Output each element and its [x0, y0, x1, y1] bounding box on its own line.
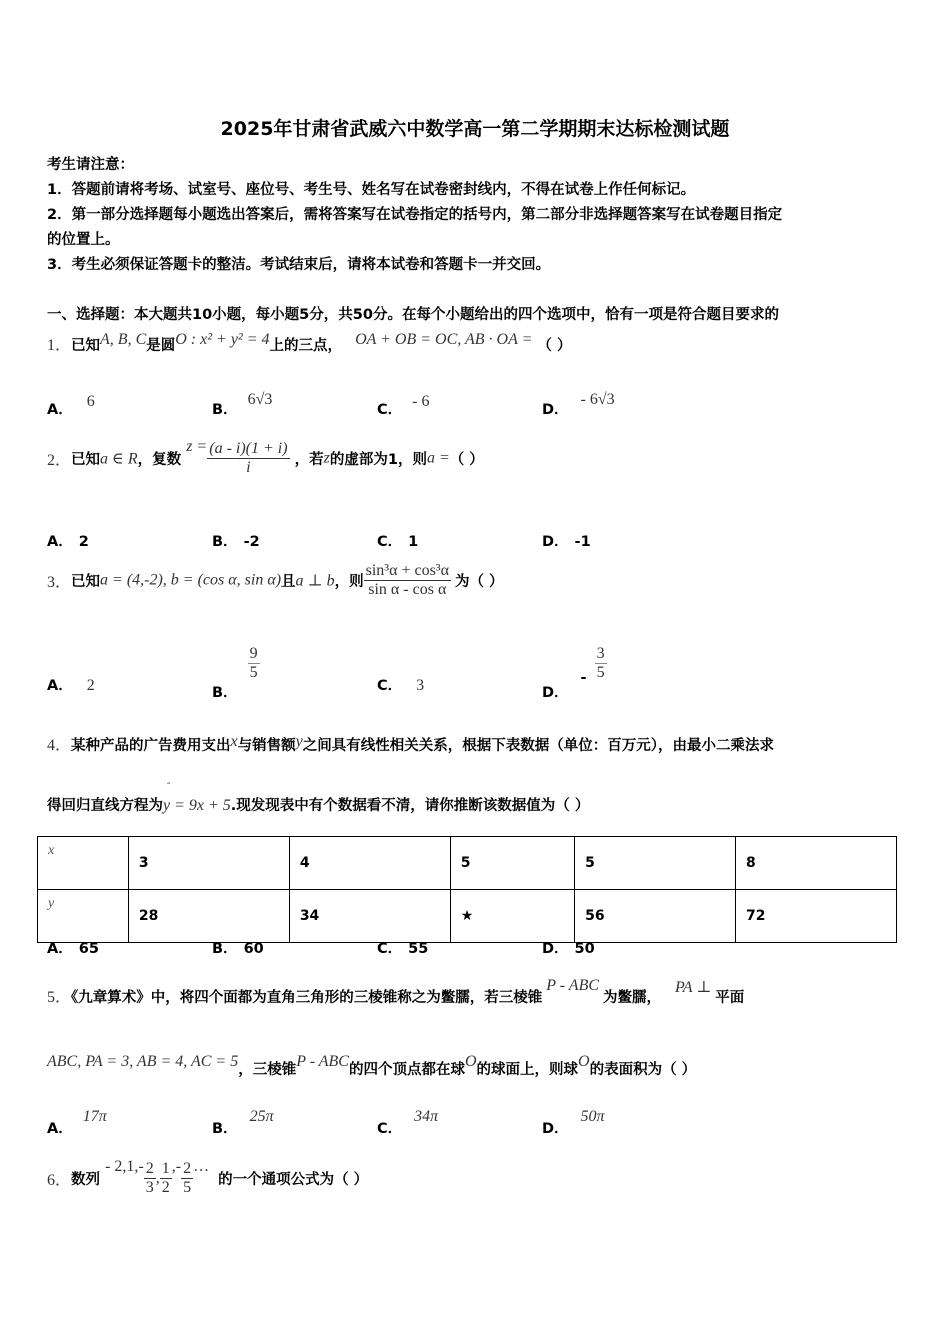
table-cell: 34 [289, 890, 450, 943]
notice-item: 3．考生必须保证答题卡的整洁。考试结束后，请将本试卷和答题卡一并交回。 [47, 257, 551, 273]
option-c[interactable]: C． 3 [377, 677, 425, 694]
question-4: 4．某种产品的广告费用支出x与销售额y之间具有线性相关关系，根据下表数据（单位：百万元），由最小二乘法求 [47, 733, 774, 754]
table-row [38, 890, 897, 943]
notice-item: 的位置上。 [47, 232, 120, 248]
option-a[interactable]: A． 65 [47, 941, 99, 957]
option-c[interactable]: C． - 6 [377, 393, 430, 418]
page-title: 2025年甘肃省武威六中数学高一第二学期期末达标检测试题 [220, 118, 730, 140]
option-d[interactable]: D． -1 [542, 534, 591, 550]
option-b[interactable]: B．25π [212, 1108, 274, 1137]
option-d[interactable]: D． 50 [542, 941, 595, 957]
question-3: 3．已知a = (4,-2), b = (cos α, sin α)且a ⊥ b，则 $\frac{\text{sin³α + cos³α}}{\text{sin α - cos α}}$ 为（ ） [47, 562, 504, 598]
table-cell: 56 [575, 890, 736, 943]
notice-item: 2．第一部分选择题每小题选出答案后，需将答案写在试卷指定的括号内，第二部分非选择题答案写在试卷题目指定 [47, 207, 783, 223]
option-d[interactable]: D．- 6√3 [542, 391, 615, 418]
table-cell: 3 [128, 837, 289, 890]
question-6: 6．数列 - 2,1,- $\frac{2}{3}$ , $\frac{1}{2}$ ,- $\frac{2}{5}$ … 的一个通项公式为（ ） [47, 1157, 369, 1196]
option-d[interactable]: D．- $\frac{3}{5}$ [542, 645, 605, 701]
option-b[interactable]: B． $\frac{9}{5}$ [212, 645, 258, 701]
question-1: 1．已知A, B, C是圆O : x² + y² = 4上的三点， OA + OB = OC, AB · OA = （ ） [47, 331, 572, 354]
option-b[interactable]: B． 60 [212, 941, 264, 957]
question-2: 2．已知a ∈ R，复数 z = $\frac{(a - i)(1 + i)}{i}$ ，若z的虚部为1，则a =（ ） [47, 437, 484, 476]
option-b[interactable]: B．6√3 [212, 391, 273, 418]
table-cell: 8 [736, 837, 897, 890]
option-c[interactable]: C．34π [377, 1108, 439, 1137]
table-cell: 5 [575, 837, 736, 890]
table-cell: 4 [289, 837, 450, 890]
notice-item: 1．答题前请将考场、试室号、座位号、考生号、姓名写在试卷密封线内，不得在试卷上作任何标记。 [47, 182, 696, 198]
option-c[interactable]: C． 55 [377, 941, 429, 957]
table-cell: y [38, 890, 129, 943]
question-5-line2: ABC, PA = 3, AB = 4, AC = 5，三棱锥P - ABC的四个顶点都在球O的球面上，则球O的表面积为（ ） [47, 1053, 697, 1078]
option-b[interactable]: B． -2 [212, 534, 260, 550]
option-a[interactable]: A． 2 [47, 534, 89, 550]
star-cell: ★ [450, 890, 574, 943]
option-a[interactable]: A． 2 [47, 677, 95, 694]
table-cell: 5 [450, 837, 574, 890]
table-cell: 28 [128, 890, 289, 943]
notice-heading: 考生请注意： [47, 157, 134, 173]
section-heading: 一、选择题：本大题共10小题，每小题5分，共50分。在每个小题给出的四个选项中，恰有一项是符合题目要求的 [47, 307, 779, 323]
table-cell: 72 [736, 890, 897, 943]
table-cell: x [38, 837, 129, 890]
question-4-line2: 得回归直线方程为 ˆ y = 9x + 5.现发现表中有个数据看不清，请你推断该数据值为（ ） [47, 781, 590, 814]
option-a[interactable]: A．17π [47, 1108, 107, 1137]
data-table [37, 836, 897, 943]
table-row [38, 837, 897, 890]
option-c[interactable]: C． 1 [377, 534, 419, 550]
question-5: 5．《九章算术》中，将四个面都为直角三角形的三棱锥称之为鳖臑，若三棱锥P - ABC为鳖臑，PA ⊥平面 [47, 977, 745, 1006]
option-d[interactable]: D．50π [542, 1108, 605, 1137]
option-a[interactable]: A． 6 [47, 393, 95, 418]
